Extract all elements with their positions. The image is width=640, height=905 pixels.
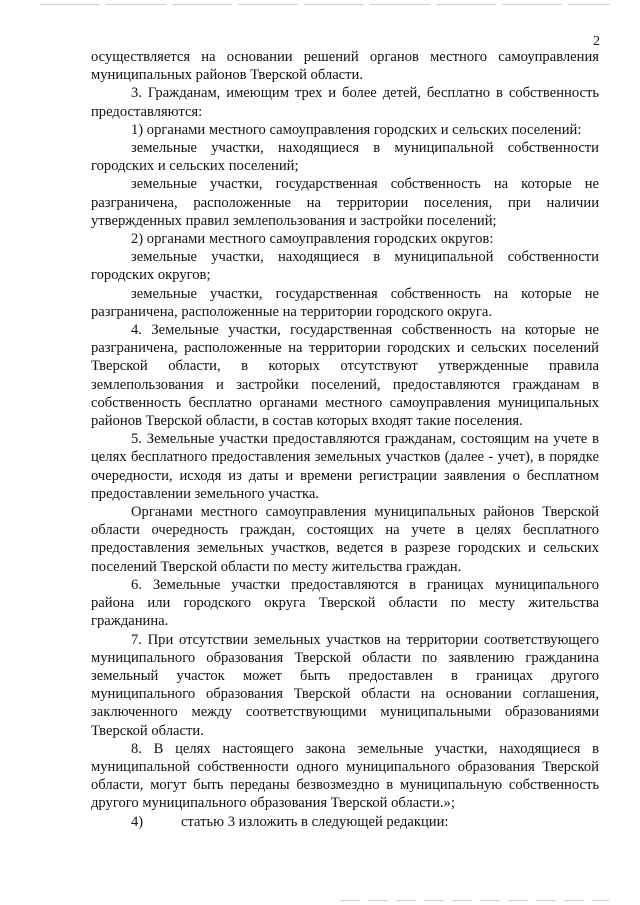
paragraph-clause-4: 4. Земельные участки, государственная собственность на которые не разграничена, расположенные на территории городских и сельских поселений Тверской области, в которых отсутствуют утвержденные правила землепользования и застройки поселений, предоставляются гражданам в собственность бесплатно органами местного самоуправления муниципальных районов Тверской области, в состав которых входят такие поселения. (91, 322, 599, 430)
paragraph-continuation: осуществляется на основании решений органов местного самоуправления муниципальных районов Тверской области. (91, 49, 599, 84)
document-body (91, 48, 599, 831)
paragraph-clause-6: 6. Земельные участки предоставляются в границах муниципального района или городского округа Тверской области по месту жительства гражданина. (91, 576, 599, 630)
paragraph: Органами местного самоуправления муниципальных районов Тверской области очередность граждан, состоящих на учете в целях бесплатного предоставления земельных участков, ведется в разрезе городских и сельских поселений Тверской области по месту жительства граждан. (91, 504, 599, 575)
paragraph: земельные участки, государственная собственность на которые не разграничена, расположенные на территории поселения, при наличии утвержденных правил землепользования и застройки поселений; (91, 176, 599, 229)
paragraph: земельные участки, находящиеся в муниципальной собственности городских округов; (91, 249, 599, 284)
amendment-item-number: 4) (131, 813, 144, 830)
paragraph: земельные участки, находящиеся в муниципальной собственности городских и сельских поселений; (91, 140, 599, 175)
scan-edge-top (40, 4, 610, 5)
paragraph-subitem-1: 1) органами местного самоуправления городских и сельских поселений: (131, 121, 582, 138)
paragraph-clause-8: 8. В целях настоящего закона земельные участки, находящиеся в муниципальной собственности одного муниципального образования Тверской области, могут быть переданы безвозмездно в муниципальную собственность другого муниципального образования Тверской области.»; (91, 740, 599, 812)
paragraph-clause-7: 7. При отсутствии земельных участков на территории соответствующего муниципального образования Тверской области по заявлению гражданина земельный участок может быть предоставлен в границах другого муниципального образования Тверской области на основании соглашения, заключенного между соответствующими муниципальными образованиями Тверской области. (91, 631, 599, 739)
paragraph: земельные участки, государственная собственность на которые не разграничена, расположенные на территории городского округа. (91, 285, 599, 320)
paragraph-clause-5: 5. Земельные участки предоставляются гражданам, состоящим на учете в целях бесплатного предоставления земельных участков (далее - учет), в порядке очередности, исходя из даты и времени регистрации заявления о бесплатном предоставлении земельного участка. (91, 431, 599, 502)
paragraph-subitem-2: 2) органами местного самоуправления городских округов: (131, 231, 494, 248)
amendment-item-4 (91, 813, 599, 831)
scan-edge-bottom (340, 900, 610, 901)
paragraph-clause-3: 3. Гражданам, имеющим трех и более детей, бесплатно в собственность предоставляются: (91, 85, 599, 120)
page-number: 2 (593, 34, 600, 49)
amendment-item-text: статью 3 изложить в следующей редакции: (181, 813, 449, 830)
